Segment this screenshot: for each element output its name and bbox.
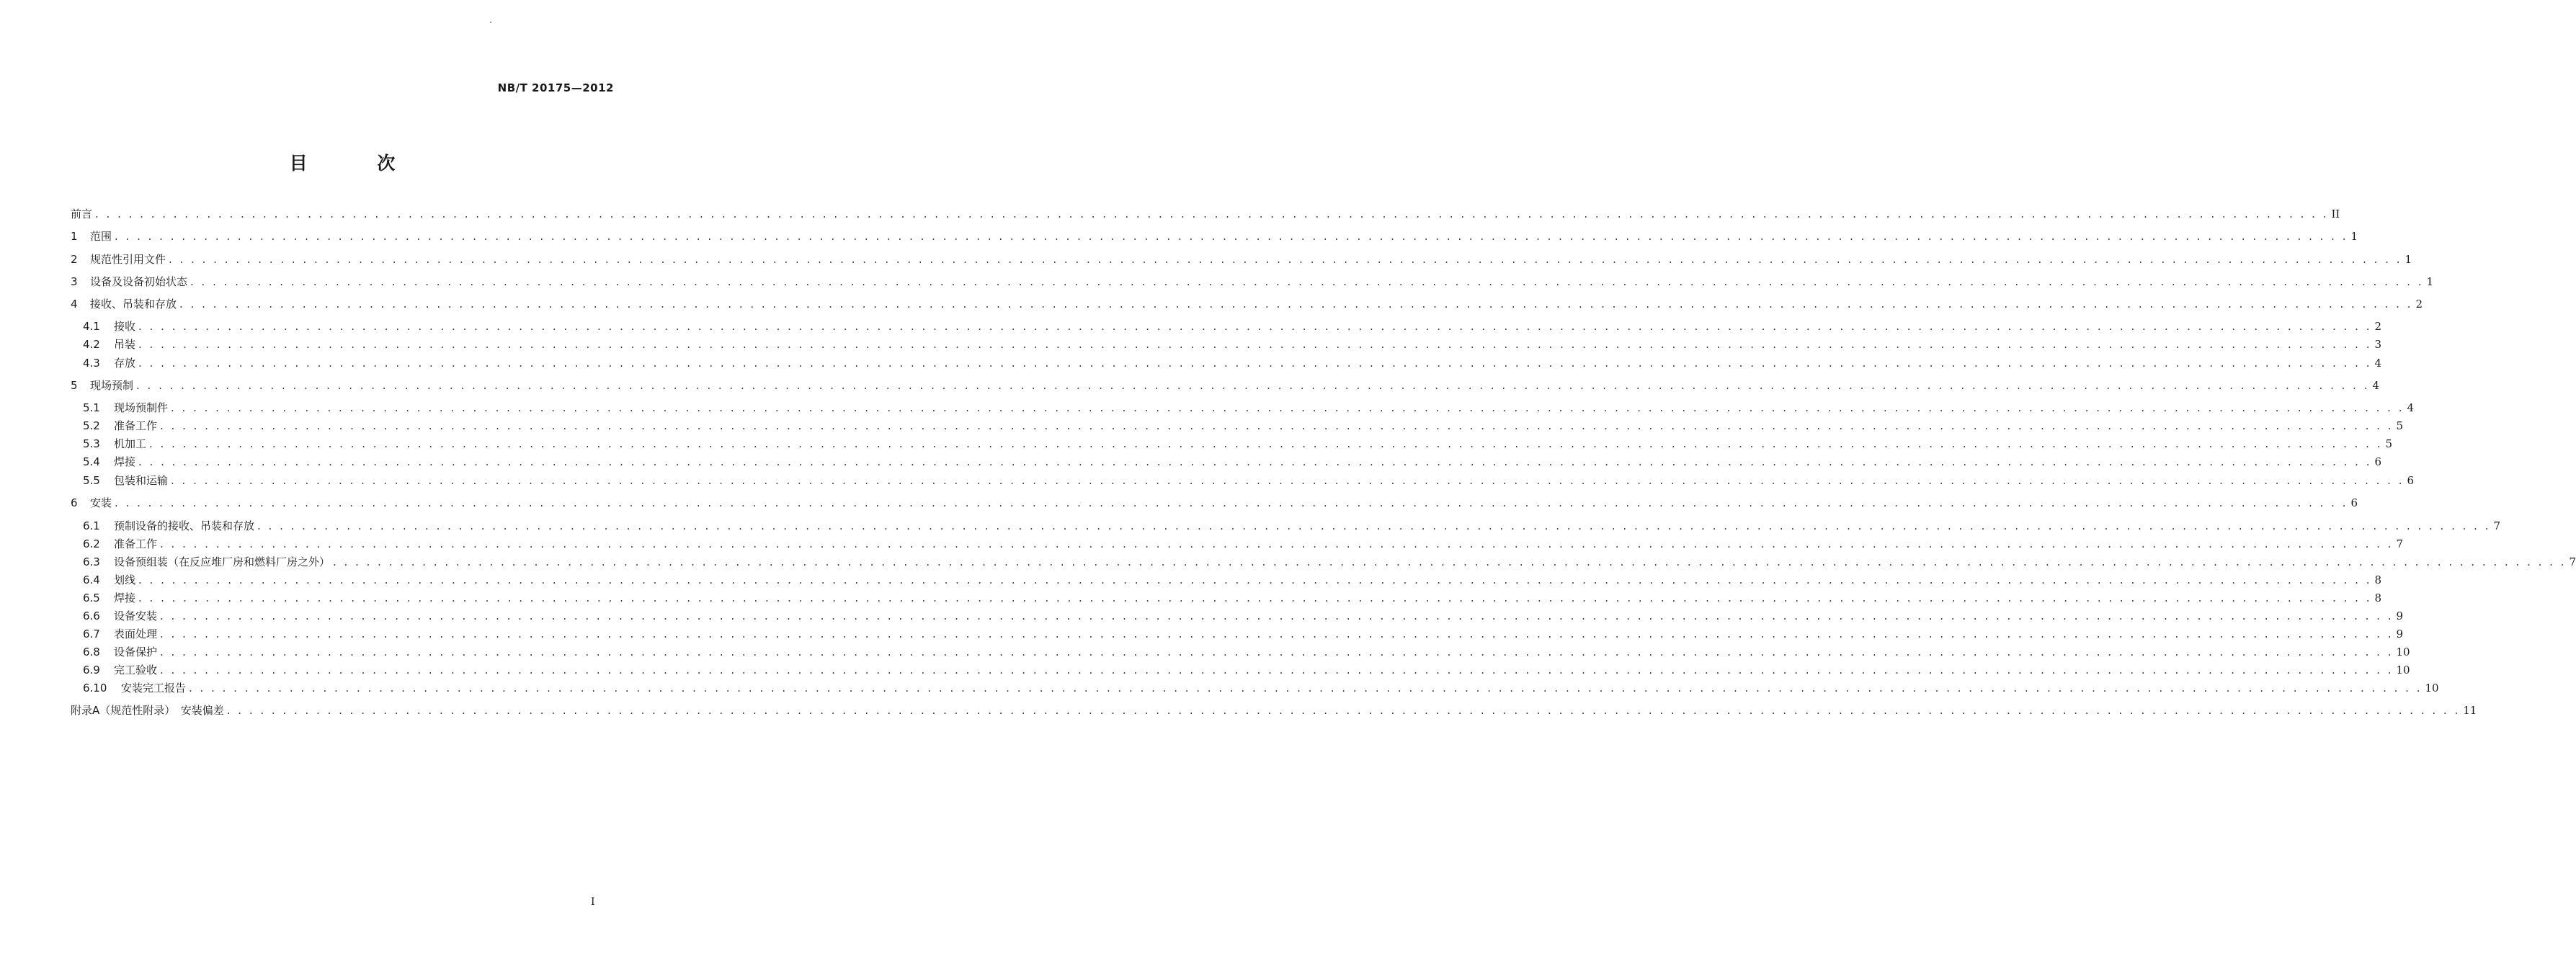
toc-entry-label: 包装和运输 bbox=[114, 474, 169, 487]
dot-leader: . . . . . . . . . . . . . . . . . . . . . . . . . . . . . . . . . . . . . . . . . . . . . . . . . . . . . . . . . . . . . . . . . . . . . . . . . . . . . . . . . . . . . . . . . . . . . . . . . . . . . . . . . . . . . . . . . . . . . . . . . . . . . . . . . . . . . . . . . . . . . . . . . . . . . . . . . . . . . . . . . . . . . . . . . . . . . . . . . . . . . . . . . . . . . . . . . . . . . . . . bbox=[138, 338, 2372, 351]
dot-leader: . . . . . . . . . . . . . . . . . . . . . . . . . . . . . . . . . . . . . . . . . . . . . . . . . . . . . . . . . . . . . . . . . . . . . . . . . . . . . . . . . . . . . . . . . . . . . . . . . . . . . . . . . . . . . . . . . . . . . . . . . . . . . . . . . . . . . . . . . . . . . . . . . . . . . . . . . . . . . . . . . . . . . . . . . . . . . . . . . . . . . . . . . . . . . . . . . . . . . . . . bbox=[257, 519, 2491, 532]
toc-entry-page: 4 bbox=[2372, 379, 2380, 392]
page-title: 目 次 bbox=[289, 153, 427, 174]
dot-leader: . . . . . . . . . . . . . . . . . . . . . . . . . . . . . . . . . . . . . . . . . . . . . . . . . . . . . . . . . . . . . . . . . . . . . . . . . . . . . . . . . . . . . . . . . . . . . . . . . . . . . . . . . . . . . . . . . . . . . . . . . . . . . . . . . . . . . . . . . . . . . . . . . . . . . . . . . . . . . . . . . . . . . . . . . . . . . . . . . . . . . . . . . . . . . . . . . . . . . . . . bbox=[160, 628, 2394, 640]
toc-entry-page: 4 bbox=[2407, 401, 2415, 414]
toc-entry-label: 安装 bbox=[90, 496, 112, 509]
page-number: I bbox=[591, 896, 595, 908]
toc-entry-page: 11 bbox=[2463, 704, 2477, 717]
toc-entry-label: 预制设备的接收、吊装和存放 bbox=[114, 519, 255, 532]
toc-entry-page: 1 bbox=[2350, 230, 2358, 243]
toc-entry-label: 存放 bbox=[114, 357, 136, 370]
toc-entry-label: 设备保护 bbox=[114, 646, 158, 658]
toc-entry-label: 准备工作 bbox=[114, 537, 158, 550]
toc-entry[interactable] bbox=[71, 662, 2410, 678]
dot-leader: . . . . . . . . . . . . . . . . . . . . . . . . . . . . . . . . . . . . . . . . . . . . . . . . . . . . . . . . . . . . . . . . . . . . . . . . . . . . . . . . . . . . . . . . . . . . . . . . . . . . . . . . . . . . . . . . . . . . . . . . . . . . . . . . . . . . . . . . . . . . . . . . . . . . . . . . . . . . . . . . . . . . . . . . . . . . . . . . . . . . . . . . . . . . . . . . . . . . . . . . bbox=[138, 357, 2372, 370]
toc-entry[interactable] bbox=[71, 572, 2382, 588]
toc-entry-number: 6.10 bbox=[83, 682, 107, 695]
toc-entry-page: 2 bbox=[2374, 320, 2382, 333]
toc-entry-label: 焊接 bbox=[114, 591, 136, 604]
dot-leader: . . . . . . . . . . . . . . . . . . . . . . . . . . . . . . . . . . . . . . . . . . . . . . . . . . . . . . . . . . . . . . . . . . . . . . . . . . . . . . . . . . . . . . . . . . . . . . . . . . . . . . . . . . . . . . . . . . . . . . . . . . . . . . . . . . . . . . . . . . . . . . . . . . . . . . . . . . . . . . . . . . . . . . . . . . . . . . . . . . . . . . . . . . . . . . . . . . . . . . . . bbox=[149, 437, 2383, 450]
toc-entry[interactable] bbox=[71, 251, 2412, 267]
toc-entry-page: 8 bbox=[2374, 591, 2382, 604]
toc-entry-label: 接收、吊装和存放 bbox=[90, 298, 177, 311]
dot-leader: . . . . . . . . . . . . . . . . . . . . . . . . . . . . . . . . . . . . . . . . . . . . . . . . . . . . . . . . . . . . . . . . . . . . . . . . . . . . . . . . . . . . . . . . . . . . . . . . . . . . . . . . . . . . . . . . . . . . . . . . . . . . . . . . . . . . . . . . . . . . . . . . . . . . . . . . . . . . . . . . . . . . . . . . . . . . . . . . . . . . . . . . . . . . . . . . . . . . . . . . bbox=[115, 230, 2348, 243]
toc-entry-page: 6 bbox=[2350, 496, 2358, 509]
dot-leader: . . . . . . . . . . . . . . . . . . . . . . . . . . . . . . . . . . . . . . . . . . . . . . . . . . . . . . . . . . . . . . . . . . . . . . . . . . . . . . . . . . . . . . . . . . . . . . . . . . . . . . . . . . . . . . . . . . . . . . . . . . . . . . . . . . . . . . . . . . . . . . . . . . . . . . . . . . . . . . . . . . . . . . . . . . . . . . . . . . . . . . . . . . . . . . . . . . . . . . . . bbox=[189, 682, 2423, 695]
toc-entry-number: 4.2 bbox=[83, 338, 100, 351]
toc-entry[interactable] bbox=[71, 644, 2410, 660]
toc-entry-number: 6.3 bbox=[83, 555, 100, 568]
toc-entry-label: 安装完工报告 bbox=[121, 682, 187, 695]
toc-entry-label: 规范性引用文件 bbox=[90, 253, 166, 266]
toc-entry[interactable] bbox=[71, 228, 2358, 244]
toc-entry[interactable] bbox=[71, 608, 2404, 624]
scan-speck bbox=[490, 22, 491, 23]
toc-entry-label: 吊装 bbox=[114, 338, 136, 351]
toc-entry[interactable] bbox=[71, 518, 2501, 534]
toc-entry-page: 7 bbox=[2493, 519, 2501, 532]
toc-entry[interactable] bbox=[71, 436, 2393, 452]
toc-entry-number: 4.3 bbox=[83, 357, 100, 370]
toc-entry-page: 4 bbox=[2374, 357, 2382, 370]
toc-entry-number: 5.3 bbox=[83, 437, 100, 450]
toc-entry-number: 1 bbox=[71, 230, 78, 243]
toc-entry-number: 5.2 bbox=[83, 419, 100, 432]
toc-entry-page: 6 bbox=[2407, 474, 2415, 487]
toc-entry-label: 设备预组装（在反应堆厂房和燃料厂房之外） bbox=[114, 555, 331, 568]
toc-entry-label: 现场预制件 bbox=[114, 401, 169, 414]
toc-entry-number: 6.9 bbox=[83, 664, 100, 676]
toc-entry-page: 3 bbox=[2374, 338, 2382, 351]
toc-entry-label: 前言 bbox=[71, 207, 93, 220]
dot-leader: . . . . . . . . . . . . . . . . . . . . . . . . . . . . . . . . . . . . . . . . . . . . . . . . . . . . . . . . . . . . . . . . . . . . . . . . . . . . . . . . . . . . . . . . . . . . . . . . . . . . . . . . . . . . . . . . . . . . . . . . . . . . . . . . . . . . . . . . . . . . . . . . . . . . . . . . . . . . . . . . . . . . . . . . . . . . . . . . . . . . . . . . . . . . . . . . . . . . . . . . bbox=[171, 401, 2405, 414]
toc-entry-page: 9 bbox=[2396, 609, 2404, 622]
toc-entry-page: II bbox=[2331, 207, 2340, 220]
toc-entry-page: 10 bbox=[2396, 664, 2410, 676]
toc-entry-number: 5 bbox=[71, 379, 78, 392]
dot-leader: . . . . . . . . . . . . . . . . . . . . . . . . . . . . . . . . . . . . . . . . . . . . . . . . . . . . . . . . . . . . . . . . . . . . . . . . . . . . . . . . . . . . . . . . . . . . . . . . . . . . . . . . . . . . . . . . . . . . . . . . . . . . . . . . . . . . . . . . . . . . . . . . . . . . . . . . . . . . . . . . . . . . . . . . . . . . . . . . . . . . . . . . . . . . . . . . . . . . . . . . bbox=[226, 704, 2461, 717]
dot-leader: . . . . . . . . . . . . . . . . . . . . . . . . . . . . . . . . . . . . . . . . . . . . . . . . . . . . . . . . . . . . . . . . . . . . . . . . . . . . . . . . . . . . . . . . . . . . . . . . . . . . . . . . . . . . . . . . . . . . . . . . . . . . . . . . . . . . . . . . . . . . . . . . . . . . . . . . . . . . . . . . . . . . . . . . . . . . . . . . . . . . . . . . . . . . . . . . . . . . . . . . bbox=[160, 537, 2394, 550]
toc-entry-page: 9 bbox=[2396, 628, 2404, 640]
toc-entry[interactable] bbox=[71, 318, 2382, 334]
dot-leader: . . . . . . . . . . . . . . . . . . . . . . . . . . . . . . . . . . . . . . . . . . . . . . . . . . . . . . . . . . . . . . . . . . . . . . . . . . . . . . . . . . . . . . . . . . . . . . . . . . . . . . . . . . . . . . . . . . . . . . . . . . . . . . . . . . . . . . . . . . . . . . . . . . . . . . . . . . . . . . . . . . . . . . . . . . . . . . . . . . . . . . . . . . . . . . . . . . . . . . . . bbox=[95, 207, 2329, 220]
toc-entry[interactable] bbox=[71, 206, 2340, 222]
toc-entry[interactable] bbox=[71, 702, 2477, 718]
dot-leader: . . . . . . . . . . . . . . . . . . . . . . . . . . . . . . . . . . . . . . . . . . . . . . . . . . . . . . . . . . . . . . . . . . . . . . . . . . . . . . . . . . . . . . . . . . . . . . . . . . . . . . . . . . . . . . . . . . . . . . . . . . . . . . . . . . . . . . . . . . . . . . . . . . . . . . . . . . . . . . . . . . . . . . . . . . . . . . . . . . . . . . . . . . . . . . . . . . . . . . . . bbox=[179, 298, 2413, 311]
toc-entry-label: 范围 bbox=[90, 230, 112, 243]
toc-entry[interactable] bbox=[71, 400, 2415, 416]
toc-entry[interactable] bbox=[71, 590, 2382, 606]
toc-entry[interactable] bbox=[71, 274, 2434, 290]
toc-entry-label: 附录A（规范性附录） 安装偏差 bbox=[71, 704, 224, 717]
dot-leader: . . . . . . . . . . . . . . . . . . . . . . . . . . . . . . . . . . . . . . . . . . . . . . . . . . . . . . . . . . . . . . . . . . . . . . . . . . . . . . . . . . . . . . . . . . . . . . . . . . . . . . . . . . . . . . . . . . . . . . . . . . . . . . . . . . . . . . . . . . . . . . . . . . . . . . . . . . . . . . . . . . . . . . . . . . . . . . . . . . . . . . . . . . . . . . . . . . . . . . . . bbox=[169, 253, 2402, 266]
dot-leader: . . . . . . . . . . . . . . . . . . . . . . . . . . . . . . . . . . . . . . . . . . . . . . . . . . . . . . . . . . . . . . . . . . . . . . . . . . . . . . . . . . . . . . . . . . . . . . . . . . . . . . . . . . . . . . . . . . . . . . . . . . . . . . . . . . . . . . . . . . . . . . . . . . . . . . . . . . . . . . . . . . . . . . . . . . . . . . . . . . . . . . . . . . . . . . . . . . . . . . . . bbox=[138, 591, 2372, 604]
toc-entry-label: 现场预制 bbox=[90, 379, 134, 392]
toc-entry-number: 4 bbox=[71, 298, 78, 311]
toc-entry-label: 准备工作 bbox=[114, 419, 158, 432]
toc-entry[interactable] bbox=[71, 378, 2380, 393]
dot-leader: . . . . . . . . . . . . . . . . . . . . . . . . . . . . . . . . . . . . . . . . . . . . . . . . . . . . . . . . . . . . . . . . . . . . . . . . . . . . . . . . . . . . . . . . . . . . . . . . . . . . . . . . . . . . . . . . . . . . . . . . . . . . . . . . . . . . . . . . . . . . . . . . . . . . . . . . . . . . . . . . . . . . . . . . . . . . . . . . . . . . . . . . . . . . . . . . . . . . . . . . bbox=[138, 573, 2372, 586]
toc-entry-page: 2 bbox=[2415, 298, 2423, 311]
toc-entry-number: 5.4 bbox=[83, 455, 100, 468]
dot-leader: . . . . . . . . . . . . . . . . . . . . . . . . . . . . . . . . . . . . . . . . . . . . . . . . . . . . . . . . . . . . . . . . . . . . . . . . . . . . . . . . . . . . . . . . . . . . . . . . . . . . . . . . . . . . . . . . . . . . . . . . . . . . . . . . . . . . . . . . . . . . . . . . . . . . . . . . . . . . . . . . . . . . . . . . . . . . . . . . . . . . . . . . . . . . . . . . . . . . . . . . bbox=[333, 555, 2567, 568]
toc-entry-number: 6.2 bbox=[83, 537, 100, 550]
toc-entry[interactable] bbox=[71, 418, 2404, 434]
toc-entry[interactable] bbox=[71, 536, 2404, 552]
toc-entry-number: 4.1 bbox=[83, 320, 100, 333]
toc-entry-number: 6.1 bbox=[83, 519, 100, 532]
standard-code: NB/T 20175—2012 bbox=[497, 81, 614, 94]
dot-leader: . . . . . . . . . . . . . . . . . . . . . . . . . . . . . . . . . . . . . . . . . . . . . . . . . . . . . . . . . . . . . . . . . . . . . . . . . . . . . . . . . . . . . . . . . . . . . . . . . . . . . . . . . . . . . . . . . . . . . . . . . . . . . . . . . . . . . . . . . . . . . . . . . . . . . . . . . . . . . . . . . . . . . . . . . . . . . . . . . . . . . . . . . . . . . . . . . . . . . . . . bbox=[160, 419, 2394, 432]
toc-entry-label: 完工验收 bbox=[114, 664, 158, 676]
toc-entry[interactable] bbox=[71, 495, 2358, 511]
dot-leader: . . . . . . . . . . . . . . . . . . . . . . . . . . . . . . . . . . . . . . . . . . . . . . . . . . . . . . . . . . . . . . . . . . . . . . . . . . . . . . . . . . . . . . . . . . . . . . . . . . . . . . . . . . . . . . . . . . . . . . . . . . . . . . . . . . . . . . . . . . . . . . . . . . . . . . . . . . . . . . . . . . . . . . . . . . . . . . . . . . . . . . . . . . . . . . . . . . . . . . . . bbox=[136, 379, 2370, 392]
toc-entry-number: 3 bbox=[71, 275, 78, 288]
dot-leader: . . . . . . . . . . . . . . . . . . . . . . . . . . . . . . . . . . . . . . . . . . . . . . . . . . . . . . . . . . . . . . . . . . . . . . . . . . . . . . . . . . . . . . . . . . . . . . . . . . . . . . . . . . . . . . . . . . . . . . . . . . . . . . . . . . . . . . . . . . . . . . . . . . . . . . . . . . . . . . . . . . . . . . . . . . . . . . . . . . . . . . . . . . . . . . . . . . . . . . . . bbox=[160, 609, 2394, 622]
toc-entry[interactable] bbox=[71, 554, 2576, 570]
toc-entry-number: 5.5 bbox=[83, 474, 100, 487]
toc-entry-page: 8 bbox=[2374, 573, 2382, 586]
dot-leader: . . . . . . . . . . . . . . . . . . . . . . . . . . . . . . . . . . . . . . . . . . . . . . . . . . . . . . . . . . . . . . . . . . . . . . . . . . . . . . . . . . . . . . . . . . . . . . . . . . . . . . . . . . . . . . . . . . . . . . . . . . . . . . . . . . . . . . . . . . . . . . . . . . . . . . . . . . . . . . . . . . . . . . . . . . . . . . . . . . . . . . . . . . . . . . . . . . . . . . . . bbox=[138, 455, 2372, 468]
dot-leader: . . . . . . . . . . . . . . . . . . . . . . . . . . . . . . . . . . . . . . . . . . . . . . . . . . . . . . . . . . . . . . . . . . . . . . . . . . . . . . . . . . . . . . . . . . . . . . . . . . . . . . . . . . . . . . . . . . . . . . . . . . . . . . . . . . . . . . . . . . . . . . . . . . . . . . . . . . . . . . . . . . . . . . . . . . . . . . . . . . . . . . . . . . . . . . . . . . . . . . . . bbox=[160, 664, 2394, 676]
toc-entry-number: 6.4 bbox=[83, 573, 100, 586]
toc-entry-number: 6.5 bbox=[83, 591, 100, 604]
toc-entry-label: 焊接 bbox=[114, 455, 136, 468]
toc-entry-page: 1 bbox=[2405, 253, 2412, 266]
toc-entry-page: 5 bbox=[2385, 437, 2393, 450]
toc-entry-page: 7 bbox=[2569, 555, 2576, 568]
toc-entry[interactable] bbox=[71, 454, 2382, 470]
toc-entry-page: 5 bbox=[2396, 419, 2404, 432]
toc-entry-page: 1 bbox=[2426, 275, 2434, 288]
toc-entry-number: 6 bbox=[71, 496, 78, 509]
dot-leader: . . . . . . . . . . . . . . . . . . . . . . . . . . . . . . . . . . . . . . . . . . . . . . . . . . . . . . . . . . . . . . . . . . . . . . . . . . . . . . . . . . . . . . . . . . . . . . . . . . . . . . . . . . . . . . . . . . . . . . . . . . . . . . . . . . . . . . . . . . . . . . . . . . . . . . . . . . . . . . . . . . . . . . . . . . . . . . . . . . . . . . . . . . . . . . . . . . . . . . . . bbox=[138, 320, 2372, 333]
toc-entry-number: 6.8 bbox=[83, 646, 100, 658]
toc-entry-page: 6 bbox=[2374, 455, 2382, 468]
toc-entry-number: 6.6 bbox=[83, 609, 100, 622]
toc-entry-label: 表面处理 bbox=[114, 628, 158, 640]
dot-leader: . . . . . . . . . . . . . . . . . . . . . . . . . . . . . . . . . . . . . . . . . . . . . . . . . . . . . . . . . . . . . . . . . . . . . . . . . . . . . . . . . . . . . . . . . . . . . . . . . . . . . . . . . . . . . . . . . . . . . . . . . . . . . . . . . . . . . . . . . . . . . . . . . . . . . . . . . . . . . . . . . . . . . . . . . . . . . . . . . . . . . . . . . . . . . . . . . . . . . . . . bbox=[115, 496, 2348, 509]
toc-entry-number: 5.1 bbox=[83, 401, 100, 414]
toc-entry[interactable] bbox=[71, 336, 2382, 352]
toc-entry-page: 10 bbox=[2425, 682, 2439, 695]
toc-entry[interactable] bbox=[71, 296, 2423, 312]
dot-leader: . . . . . . . . . . . . . . . . . . . . . . . . . . . . . . . . . . . . . . . . . . . . . . . . . . . . . . . . . . . . . . . . . . . . . . . . . . . . . . . . . . . . . . . . . . . . . . . . . . . . . . . . . . . . . . . . . . . . . . . . . . . . . . . . . . . . . . . . . . . . . . . . . . . . . . . . . . . . . . . . . . . . . . . . . . . . . . . . . . . . . . . . . . . . . . . . . . . . . . . . bbox=[190, 275, 2424, 288]
toc-entry-page: 7 bbox=[2396, 537, 2404, 550]
toc-entry-number: 6.7 bbox=[83, 628, 100, 640]
dot-leader: . . . . . . . . . . . . . . . . . . . . . . . . . . . . . . . . . . . . . . . . . . . . . . . . . . . . . . . . . . . . . . . . . . . . . . . . . . . . . . . . . . . . . . . . . . . . . . . . . . . . . . . . . . . . . . . . . . . . . . . . . . . . . . . . . . . . . . . . . . . . . . . . . . . . . . . . . . . . . . . . . . . . . . . . . . . . . . . . . . . . . . . . . . . . . . . . . . . . . . . . bbox=[160, 646, 2394, 658]
toc-entry[interactable] bbox=[71, 626, 2404, 642]
toc-entry[interactable] bbox=[71, 680, 2439, 696]
toc-entry-label: 接收 bbox=[114, 320, 136, 333]
toc-entry-page: 10 bbox=[2396, 646, 2410, 658]
dot-leader: . . . . . . . . . . . . . . . . . . . . . . . . . . . . . . . . . . . . . . . . . . . . . . . . . . . . . . . . . . . . . . . . . . . . . . . . . . . . . . . . . . . . . . . . . . . . . . . . . . . . . . . . . . . . . . . . . . . . . . . . . . . . . . . . . . . . . . . . . . . . . . . . . . . . . . . . . . . . . . . . . . . . . . . . . . . . . . . . . . . . . . . . . . . . . . . . . . . . . . . . bbox=[171, 474, 2405, 487]
toc-entry-label: 机加工 bbox=[114, 437, 147, 450]
toc-entry-label: 设备及设备初始状态 bbox=[90, 275, 188, 288]
toc-entry[interactable] bbox=[71, 473, 2415, 488]
toc-entry-number: 2 bbox=[71, 253, 78, 266]
toc-entry-label: 划线 bbox=[114, 573, 136, 586]
toc-entry[interactable] bbox=[71, 355, 2382, 371]
toc-entry-label: 设备安装 bbox=[114, 609, 158, 622]
